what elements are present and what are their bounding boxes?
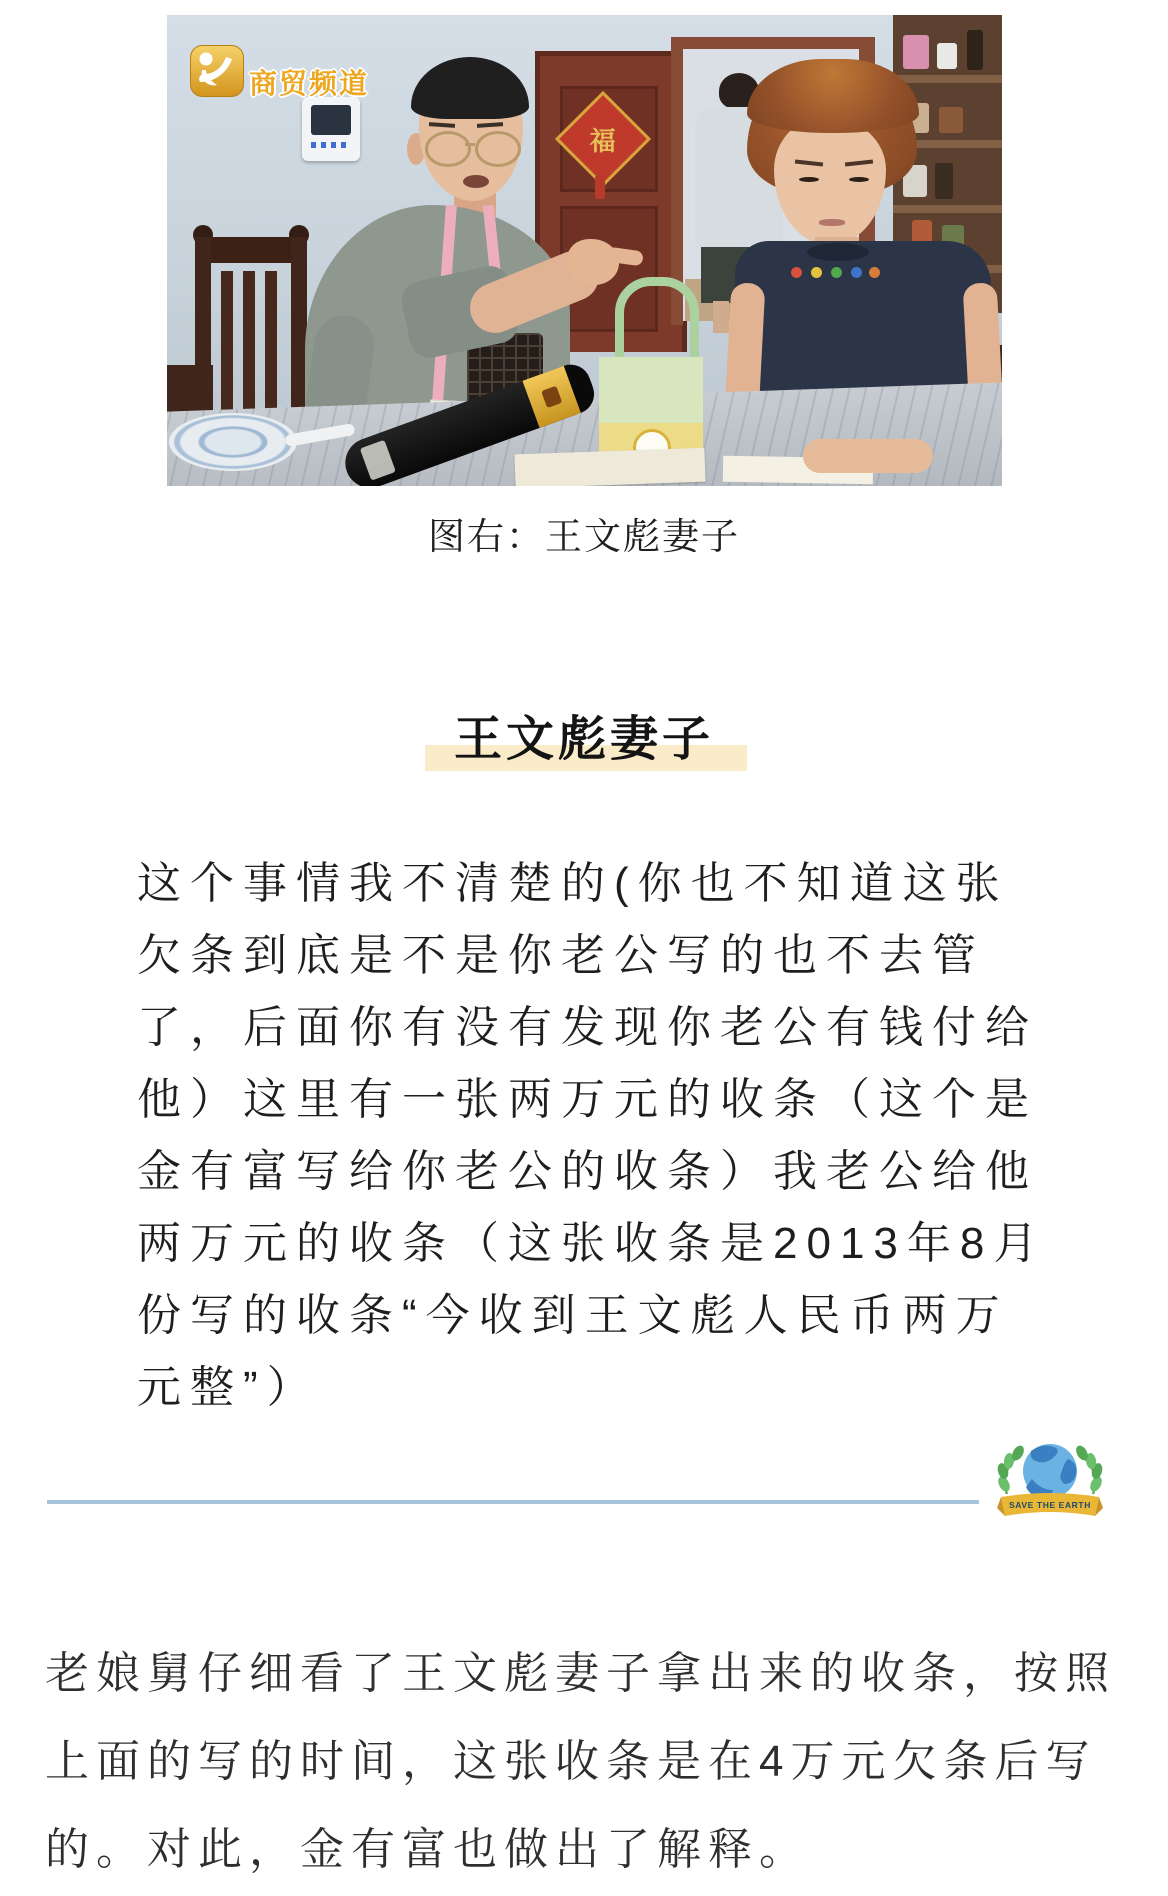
quote-line: 两万元的收条（这张收条是2013年8月	[137, 1219, 1047, 1268]
woman-eye	[799, 177, 819, 182]
intercom-screen	[311, 105, 351, 135]
shelf-item	[903, 35, 929, 69]
woman-mouth	[819, 219, 845, 226]
quote-line: 他）这里有一张两万元的收条（这个是	[137, 1075, 1038, 1124]
man-mouth	[463, 175, 489, 188]
shelf-item	[937, 43, 957, 69]
wall-intercom	[302, 97, 360, 161]
interview-photo[interactable]	[167, 15, 1002, 486]
body-line: 老娘舅仔细看了王文彪妻子拿出来的收条，按照	[45, 1649, 1116, 1698]
save-the-earth-label: SAVE THE EARTH	[1009, 1500, 1091, 1510]
fu-tassel	[595, 175, 605, 199]
quote-line: 欠条到底是不是你老公写的也不去管	[137, 931, 985, 980]
body-line: 的。对此，金有富也做出了解释。	[45, 1825, 810, 1874]
section-divider-line	[47, 1500, 979, 1504]
quote-line: 金有富写给你老公的收条）我老公给他	[137, 1147, 1038, 1196]
chair-slat	[265, 271, 277, 423]
body-paragraph	[45, 1630, 1155, 1894]
intercom-buttons	[311, 142, 351, 148]
chair-slat	[221, 271, 233, 423]
receipt-paper	[514, 448, 705, 486]
speaker-heading: 王文彪妻子	[453, 713, 714, 766]
collar-bead	[831, 267, 842, 278]
background-person-leg	[713, 301, 729, 333]
collar-bead	[791, 267, 802, 278]
channel-logo-icon	[190, 45, 244, 97]
woman-hands	[803, 439, 933, 473]
shelf-board	[893, 205, 1002, 213]
glasses-lens	[425, 131, 471, 167]
quote-line: 份写的收条“今收到王文彪人民币两万	[137, 1291, 1009, 1340]
channel-logo-text: 商贸频道	[249, 68, 370, 99]
woman-eye	[849, 177, 869, 182]
shelf-board	[893, 75, 1002, 83]
save-the-earth-icon	[993, 1438, 1107, 1522]
shelf-item	[939, 107, 963, 133]
patterned-plate	[169, 413, 297, 471]
fu-character: 福	[589, 125, 617, 156]
microphone-label	[360, 440, 396, 481]
quote-line: 这个事情我不清楚的(你也不知道这张	[137, 859, 1009, 908]
chair-slat	[243, 271, 255, 423]
shelf-item	[935, 163, 953, 199]
body-line: 上面的写的时间，这张收条是在4万元欠条后写	[45, 1737, 1097, 1786]
woman-collar	[807, 243, 869, 261]
glasses-bridge	[465, 143, 475, 146]
quote-line: 元整”）	[137, 1363, 320, 1412]
glasses-lens	[475, 131, 521, 167]
collar-bead	[869, 267, 880, 278]
photo-caption: 图右：王文彪妻子	[428, 516, 740, 557]
collar-bead	[811, 267, 822, 278]
quote-line: 了，后面你有没有发现你老公有钱付给	[137, 1003, 1038, 1052]
quote-paragraph	[137, 848, 1097, 1424]
collar-bead	[851, 267, 862, 278]
door-frame	[671, 37, 875, 49]
shelf-item	[967, 30, 983, 70]
